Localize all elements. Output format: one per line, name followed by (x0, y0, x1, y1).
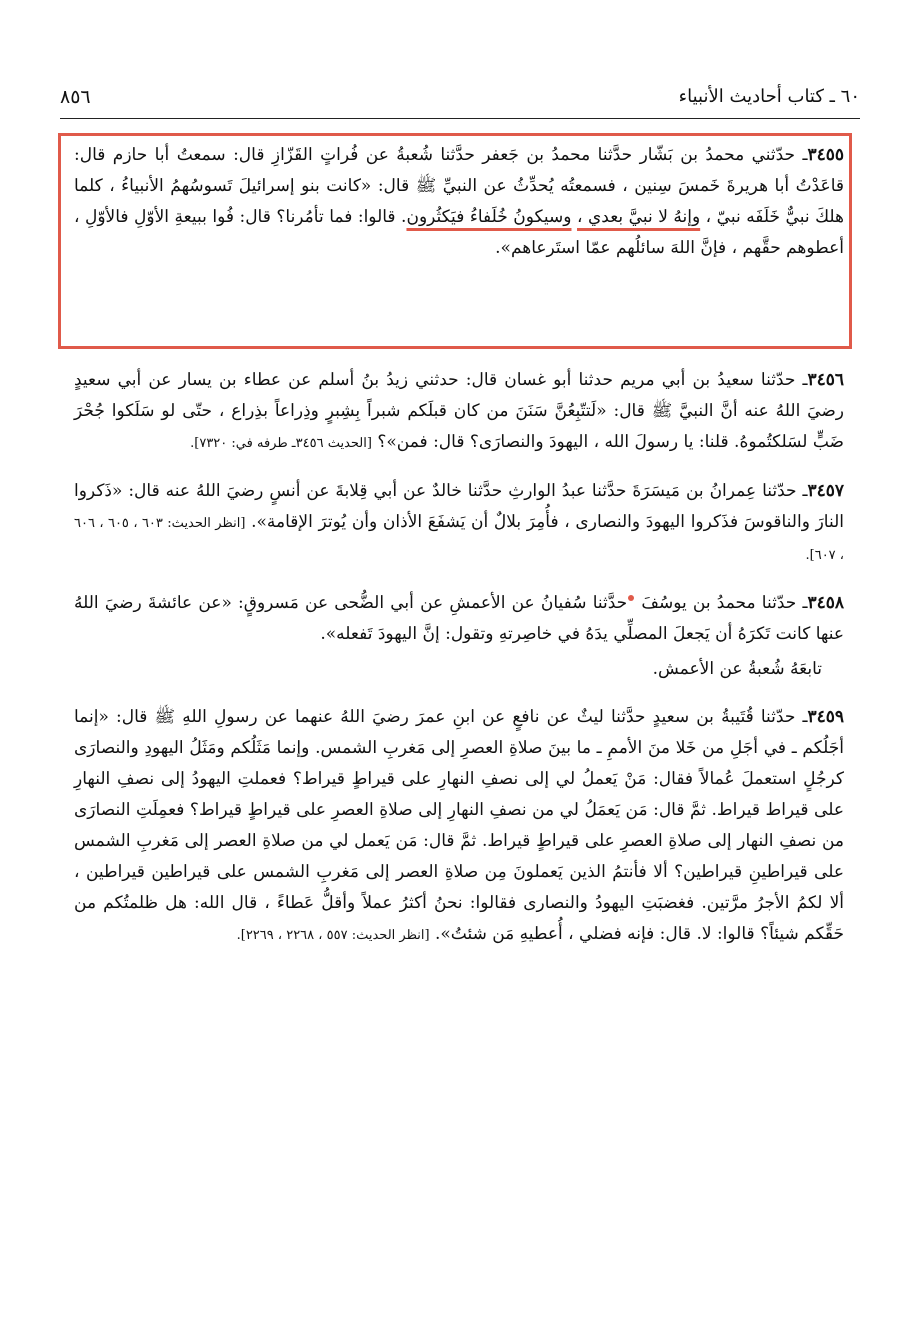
highlighted-phrase: وإنهُ لا نبيَّ بعدي ، (577, 207, 701, 227)
page-header (60, 80, 860, 119)
hadith-3458 (74, 588, 844, 650)
hadith-number: ٣٤٥٧ (807, 481, 844, 501)
follow-text: تابعَهُ شُعبةُ عن الأعمش. (652, 659, 822, 679)
hadith-follow-note (74, 654, 844, 685)
hadith-text: حدَّثنا سُفيانُ عن الأعمشِ عن أبي الضُّحى عن مَسروقٍ: «عن عائشةَ رضيَ اللهُ عنها كانت تَكرَهُ أن يَجعلَ المصلِّي يدَهُ في خاصِرتهِ وتقول: إنَّ اليهودَ تَفعله». (74, 593, 844, 644)
hadith-number: ٣٤٥٩ (807, 707, 844, 727)
hadith-number: ٣٤٥٦ (807, 370, 844, 390)
hadith-number: ٣٤٥٥ (807, 145, 844, 165)
hadith-reference: [انظر الحديث: ٥٥٧ ، ٢٢٦٨ ، ٢٢٦٩]. (236, 928, 430, 943)
hadith-3456 (74, 365, 844, 459)
hadith-text: ـ حدّثنا عِمرانُ بن مَيسَرَةَ حدَّثنا عبدُ الوارثِ حدَّثنا خالدٌ عن أبي قِلابةَ عن أنسٍ رضيَ اللهُ عنه قال: «ذَكروا النارَ والناقوسَ فذَكروا اليهودَ والنصارى ، فأُمِرَ بلالٌ أن يَشفَعَ الأذان وأن يُوترَ الإقامة». (74, 481, 845, 532)
annotation-dot-icon (628, 595, 634, 601)
hadith-matn: . قالوا: فما تأمُرنا؟ قال: فُوا ببيعةِ الأوّلِ فالأوّلِ ، أعطوهم حقَّهم ، فإنَّ اللهَ سائلُهم عمّا استَرعاهم». (74, 207, 844, 258)
hadith-text: ـ حدّثنا قُتَيبةُ بن سعيدٍ حدَّثنا ليثٌ عن نافعٍ عن ابنِ عمرَ رضيَ اللهُ عنهما عن رسولِ اللهِ ﷺ قال: «إنما أجَلُكم ـ في أجَلِ من خَلا منَ الأممِ ـ ما بينَ صلاةِ العصرِ إلى مَغربِ الشمس. وإنما مَثَلُكم ومَثَلُ اليهودِ والنصارَى كرجُلٍ استعملَ عُمالاً فقال: مَنْ يَعملُ لي إلى نصفِ النهارِ على قيراطٍ قيراط؟ فعملتِ اليهودُ إلى نصفِ النهارِ على قيراط قيراط. ثمَّ قال: مَن يَعمَلُ لي من نصفِ النهارِ إلى صلاةِ العصرِ على قيراطٍ قيراط؟ فعمِلَتِ النصارَى من نصفِ النهار إلى صلاةِ العصرِ على قيراطٍ قيراط. ثمَّ قال: مَن يَعمل لي من صلاةِ العصر إلى مَغربِ الشمس على قيراطينِ قيراطين؟ ألا فأنتمُ الذين يَعملونَ مِن صلاةِ العصر إلى مَغربِ الشمس على قيراطين قيراطين ، ألا لكمُ الأجرُ مرَّتين. فغضبَتِ اليهودُ والنصارى فقالوا: نحنُ أكثرُ عملاً وأقلُّ عَطاءً ، قال الله: هل ظلمتُكم من حَقِّكم شيئاً؟ قالوا: لا. قال: فإنه فضلي ، أُعطيهِ مَن شئتُ». (74, 707, 844, 944)
hadith-reference: [انظر الحديث: ٦٠٣ ، ٦٠٥ ، ٦٠٦ ، ٦٠٧]. (74, 516, 844, 563)
hadith-3459 (74, 702, 844, 951)
hadith-matn: «كانت بنو إسرائيلَ تَسوسُهمُ الأنبياءُ ، كلما هلكَ نبيٌّ خَلَفَه نبيّ ، (74, 176, 845, 227)
hadith-reference: [الحديث ٣٤٥٦ـ طرفه في: ٧٣٢٠]. (190, 436, 372, 451)
highlighted-phrase: وسيكونُ خُلَفاءُ فيَكثُرون (406, 207, 572, 227)
hadith-number: ٣٤٥٨ (807, 593, 844, 613)
hadith-text: ـ حدّثنا سعيدُ بن أبي مريم حدثنا أبو غسان قال: حدثني زيدُ بنُ أسلم عن عطاء بن يسار عن أبي سعيدٍ رضيَ اللهُ عنه أنَّ النبيَّ ﷺ قال: «لَتتّبِعُنَّ سَنَنَ من كان قبلَكم شبراً بِشِبرٍ وذِراعاً بذِراع ، حتّى لو سَلَكوا جُحْرَ ضَبٍّ لسَلكتُموهُ. قلنا: يا رسولَ الله ، اليهودَ والنصارَى؟ قال: فمن»؟ (74, 370, 844, 452)
hadith-isnad: ـ حدّثني محمدُ بن بَشّار حدَّثنا محمدُ بن جَعفر حدَّثنا شُعبةُ عن فُراتٍ القَزّازِ قال: سمعتُ أبا حازم قال: قاعَدْتُ أبا هريرةَ خَمسَ سِنين ، فسمعتُه يُحدِّثُ عن النبيِّ ﷺ قال: (74, 145, 845, 196)
page-number: ٨٥٦ (60, 86, 91, 108)
hadith-3457 (74, 476, 844, 571)
page-body (74, 140, 844, 968)
chapter-title: ٦٠ ـ كتاب أحاديث الأنبياء (678, 86, 860, 107)
hadith-3455 (74, 140, 844, 354)
hadith-text: ـ حدّثنا محمدُ بن يوسُفَ (635, 593, 808, 613)
